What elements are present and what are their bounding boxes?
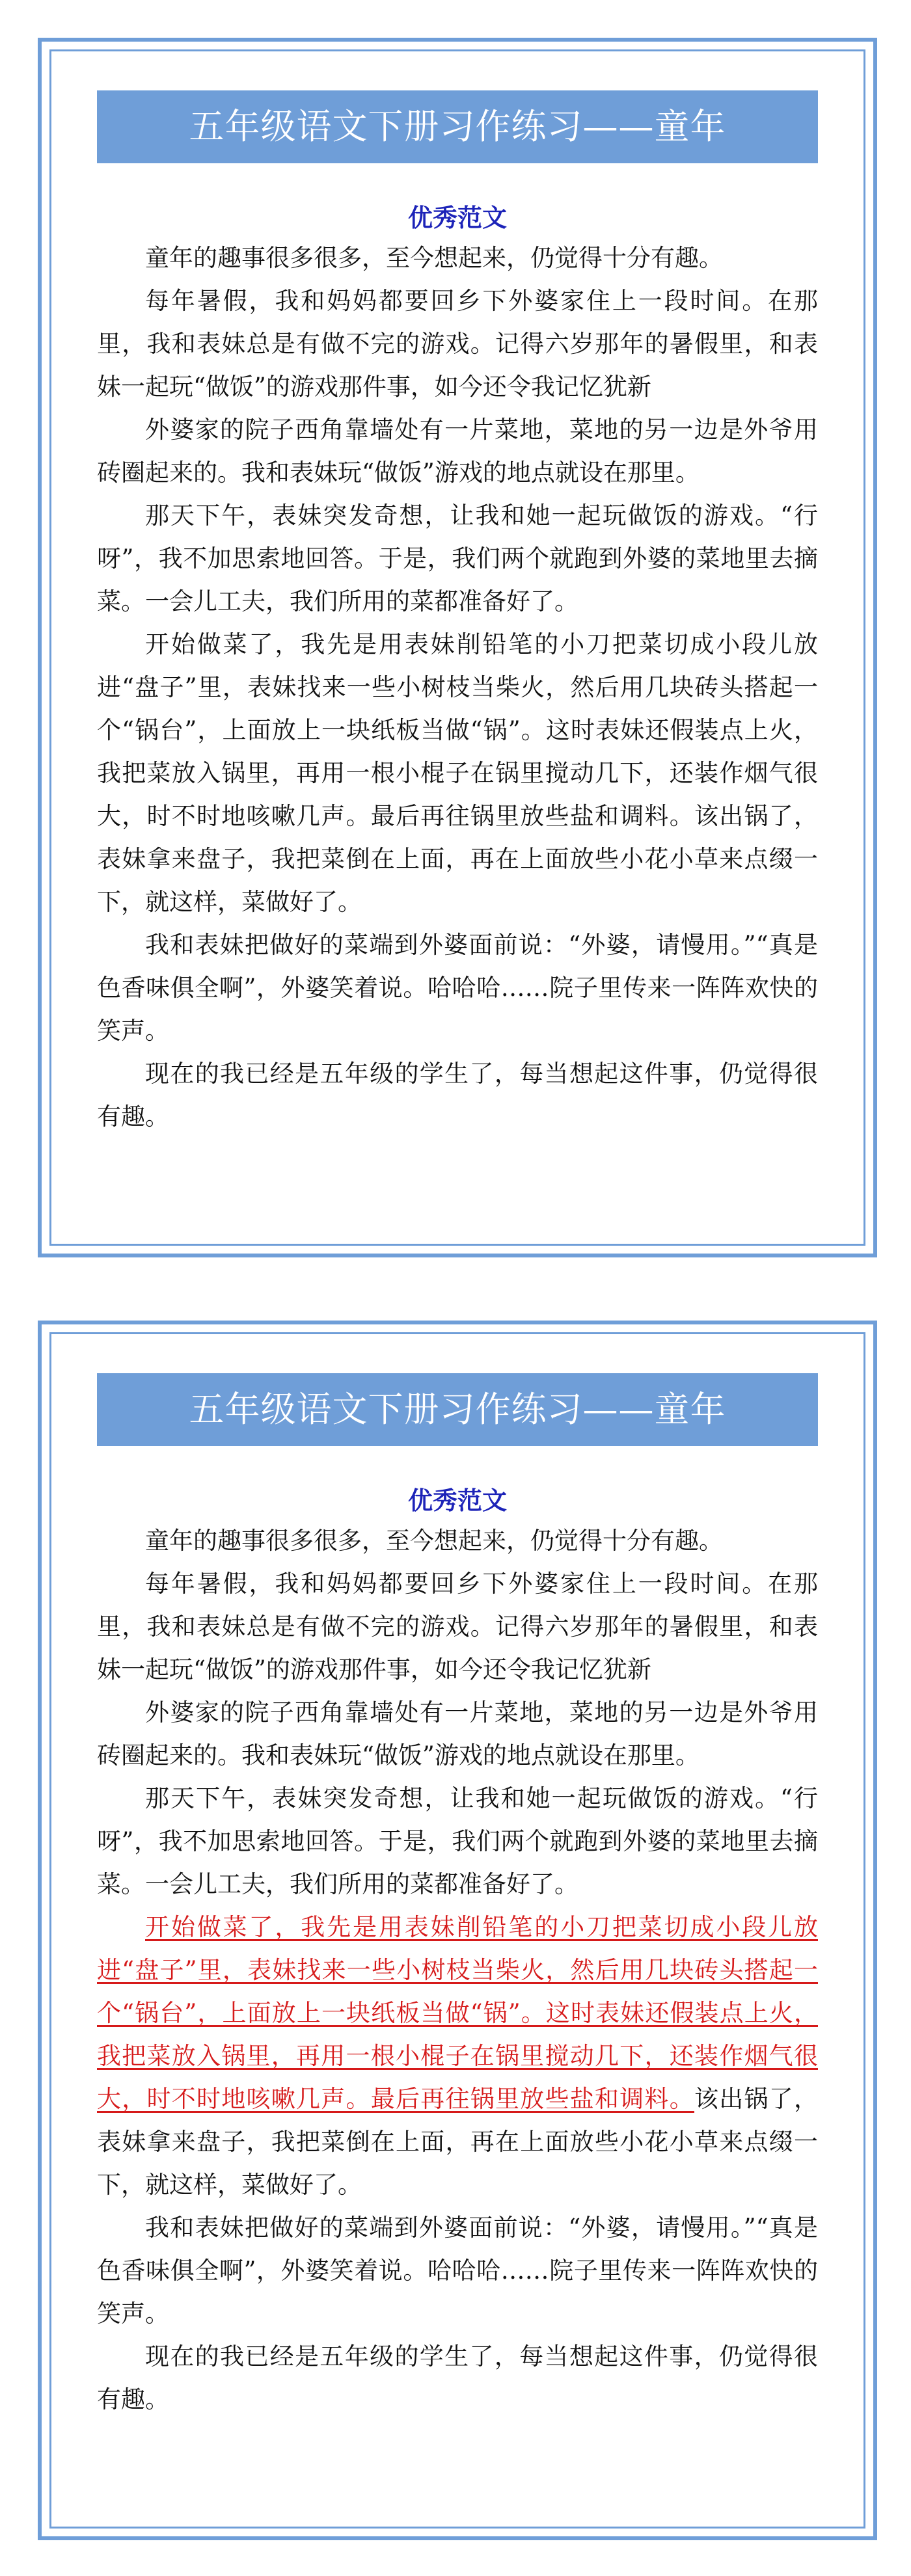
- paragraph-remainder: 该出锅了，表妹拿来盘子，我把菜倒在上面，再在上面放些小花小草来点缀一下，就这样，菜做好了。: [97, 2085, 818, 2199]
- essay-paragraph: 那天下午，表妹突发奇想，让我和她一起玩做饭的游戏。“行呀”，我不加思索地回答。于是，我们两个就跑到外婆的菜地里去摘菜。一会儿工夫，我们所用的菜都准备好了。: [97, 1784, 818, 1898]
- essay-paragraph: 现在的我已经是五年级的学生了，每当想起这件事，仍觉得很有趣。: [97, 1060, 818, 1131]
- essay-paragraph: 开始做菜了，我先是用表妹削铅笔的小刀把菜切成小段儿放进“盘子”里，表妹找来一些小树枝当柴火，然后用几块砖头搭起一个“锅台”，上面放上一块纸板当做“锅”。这时表妹还假装点上火，我把菜放入锅里，再用一根小棍子在锅里搅动几下，还装作烟气很大，时不时地咳嗽几声。最后再往锅里放些盐和调料。该出锅了，表妹拿来盘子，我把菜倒在上面，再在上面放些小花小草来点缀一下，就这样，菜做好了。: [97, 630, 818, 916]
- essay-card-annotated: [38, 1321, 877, 2540]
- title-banner: 五年级语文下册习作练习——童年: [97, 90, 818, 163]
- essay-paragraph: 每年暑假，我和妈妈都要回乡下外婆家住上一段时间。在那里，我和表妹总是有做不完的游戏。记得六岁那年的暑假里，和表妹一起玩“做饭”的游戏那件事，如今还令我记忆犹新: [97, 287, 818, 401]
- subtitle: 优秀范文: [407, 204, 507, 232]
- essay-paragraph: 那天下午，表妹突发奇想，让我和她一起玩做饭的游戏。“行呀”，我不加思索地回答。于是，我们两个就跑到外婆的菜地里去摘菜。一会儿工夫，我们所用的菜都准备好了。: [97, 502, 818, 615]
- title-banner: 五年级语文下册习作练习——童年: [97, 1373, 818, 1446]
- highlighted-text: 开始做菜了，我先是用表妹削铅笔的小刀把菜切成小段儿放进“盘子”里，表妹找来一些小树枝当柴火，然后用几块砖头搭起一个“锅台”，上面放上一块纸板当做“锅”。这时表妹还假装点上火，我把菜放入锅里，再用一根小棍子在锅里搅动几下，还装作烟气很大，时不时地咳嗽几声。最后再往锅里放些盐和调料。: [97, 1913, 818, 2113]
- essay-paragraph: 每年暑假，我和妈妈都要回乡下外婆家住上一段时间。在那里，我和表妹总是有做不完的游戏。记得六岁那年的暑假里，和表妹一起玩“做饭”的游戏那件事，如今还令我记忆犹新: [97, 1570, 818, 1684]
- essay-paragraph: 童年的趣事很多很多，至今想起来，仍觉得十分有趣。: [145, 244, 723, 272]
- essay-body: [97, 237, 818, 1138]
- essay-body: [97, 1520, 818, 2421]
- subtitle: 优秀范文: [407, 1486, 507, 1515]
- essay-paragraph: 外婆家的院子西角靠墙处有一片菜地，菜地的另一边是外爷用砖圈起来的。我和表妹玩“做饭”游戏的地点就设在那里。: [97, 416, 818, 487]
- essay-paragraph: 我和表妹把做好的菜端到外婆面前说：“外婆，请慢用。”“真是色香味俱全啊”，外婆笑着说。哈哈哈……院子里传来一阵阵欢快的笑声。: [97, 931, 818, 1045]
- essay-card-original: [38, 38, 877, 1257]
- card-inner-border: [49, 1332, 865, 2529]
- essay-paragraph: 外婆家的院子西角靠墙处有一片菜地，菜地的另一边是外爷用砖圈起来的。我和表妹玩“做饭”游戏的地点就设在那里。: [97, 1698, 818, 1769]
- card-inner-border: [49, 49, 865, 1246]
- essay-paragraph: 我和表妹把做好的菜端到外婆面前说：“外婆，请慢用。”“真是色香味俱全啊”，外婆笑着说。哈哈哈……院子里传来一阵阵欢快的笑声。: [97, 2214, 818, 2328]
- essay-paragraph: 现在的我已经是五年级的学生了，每当想起这件事，仍觉得很有趣。: [97, 2342, 818, 2413]
- essay-paragraph: 童年的趣事很多很多，至今想起来，仍觉得十分有趣。: [145, 1527, 723, 1555]
- essay-paragraph-highlighted: [97, 1906, 818, 2207]
